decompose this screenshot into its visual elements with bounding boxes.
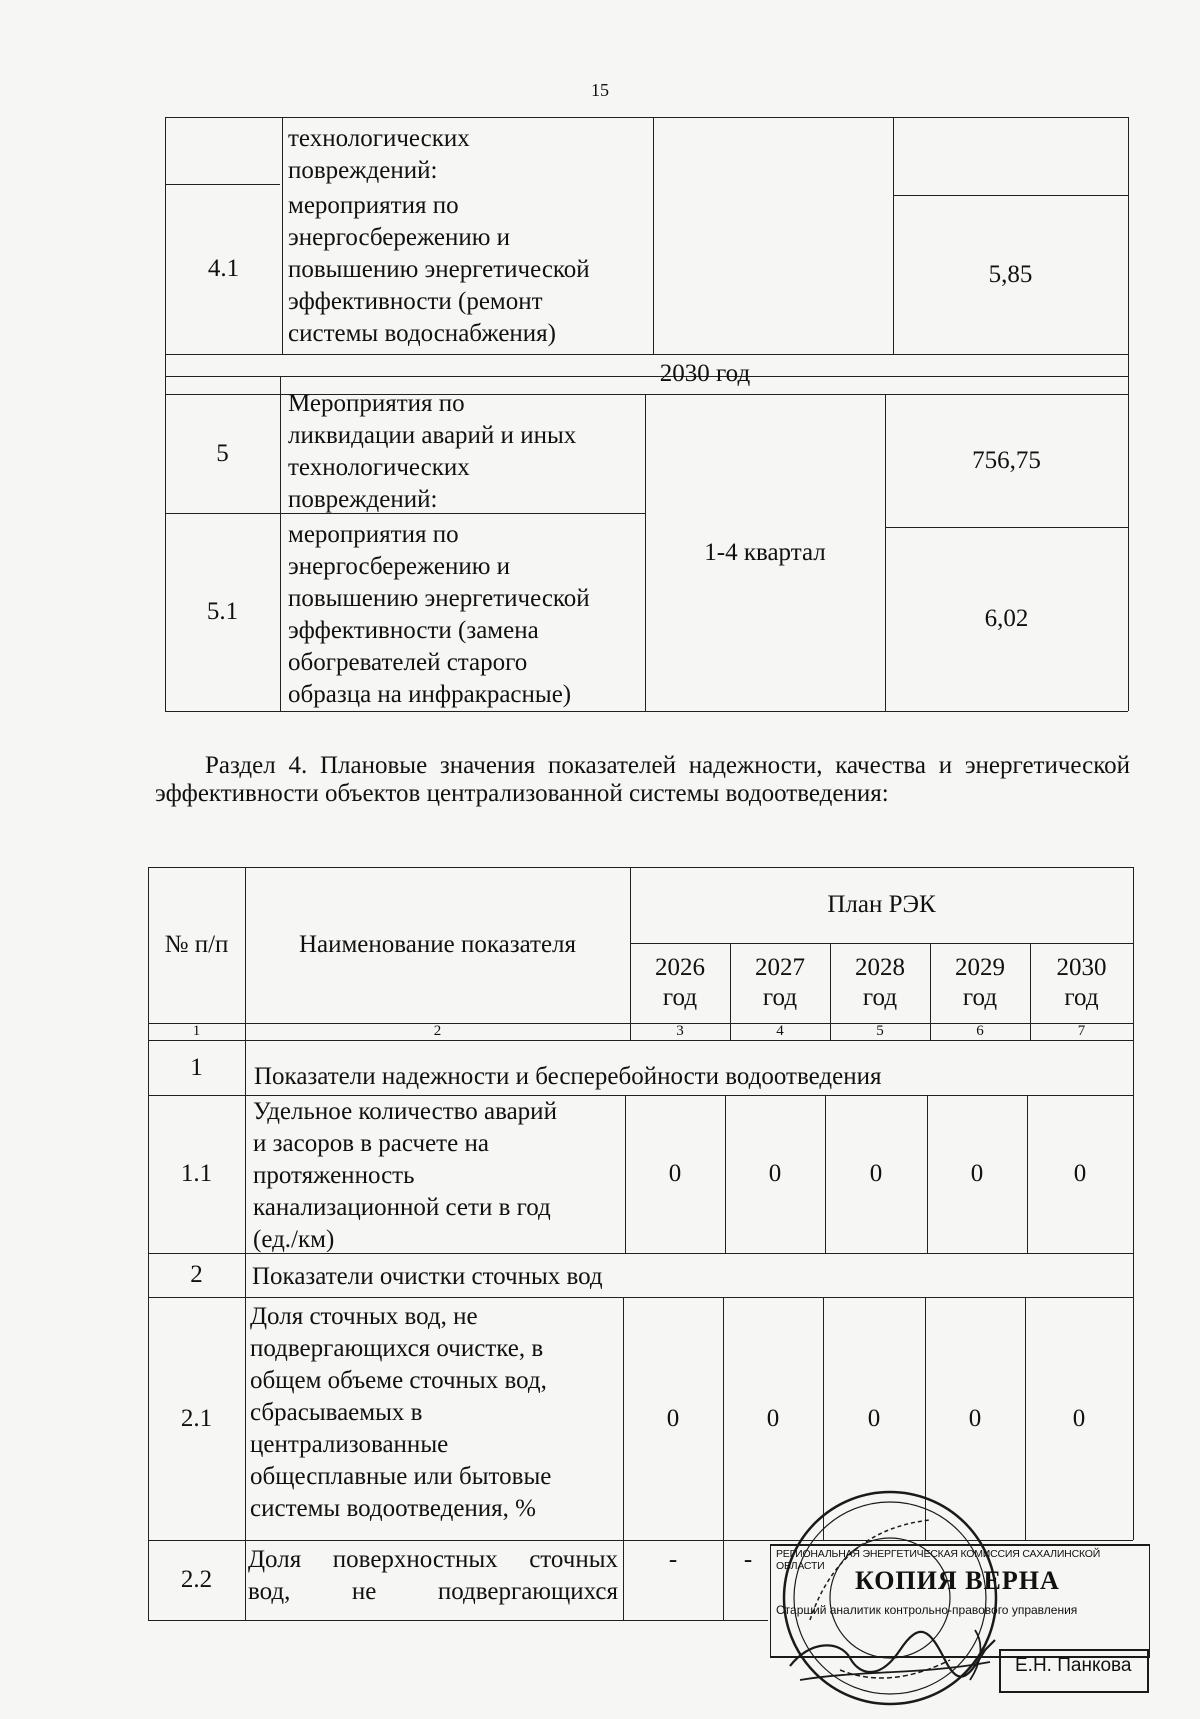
stamp-signatory-name: Е.Н. Панкова: [1015, 1655, 1132, 1676]
table2-row-value: 0: [1073, 1160, 1087, 1187]
stamp-organization: РЕГИОНАЛЬНАЯ ЭНЕРГЕТИЧЕСКАЯ КОМИССИЯ САХАЛИНСКОЙ ОБЛАСТИ: [776, 1548, 1101, 1572]
table2-header-year: 2026 год: [655, 954, 705, 1011]
table2-col-number: 2: [433, 1023, 442, 1039]
table2-header-year: 2028 год: [855, 954, 905, 1011]
table2-col-number: 1: [192, 1023, 201, 1039]
table2-header-year: 2029 год: [955, 954, 1005, 1011]
table2-row-value: 0: [766, 1404, 780, 1432]
table1-row4-value: 6,02: [984, 605, 1029, 632]
table2-row-num: 2.2: [180, 1566, 213, 1593]
table2-row-value: 0: [869, 1160, 883, 1187]
table2-row-num: 1.1: [180, 1160, 213, 1187]
table1-row1-value: 5,85: [988, 260, 1033, 288]
table1-row1-num: 4.1: [207, 255, 240, 282]
table1-row4-num: 5.1: [206, 598, 239, 625]
table2-row-value: 0: [970, 1160, 984, 1187]
table1-year-label: 2030 год: [659, 360, 751, 387]
table2-row-name: Доля поверхностных сточных вод, не подвергающихся: [248, 1546, 618, 1605]
table1-row3-value: 756,75: [972, 446, 1041, 474]
table2-group-num: 1: [190, 1053, 203, 1081]
section4-paragraph: Раздел 4. Плановые значения показателей надежности, качества и энергетической эффективности объектов централизованной системы водоотведения:: [155, 752, 1130, 807]
table2-row-value: -: [668, 1546, 678, 1573]
table1-row3-name: Мероприятия по ликвидации аварий и иных технологических повреждений:: [288, 390, 577, 513]
table2-header-num: № п/п: [164, 931, 229, 958]
table2-row-num: 2.1: [180, 1404, 213, 1432]
table2-group-name: Показатели надежности и бесперебойности водоотведения: [254, 1062, 882, 1090]
table2-header-year: 2030 год: [1056, 954, 1107, 1011]
table2-row-value: 0: [968, 1404, 982, 1432]
table2-row-value: 0: [1072, 1404, 1086, 1432]
table2-col-number: 5: [876, 1023, 884, 1039]
table2-row-value: 0: [768, 1160, 782, 1187]
page-number: 15: [591, 80, 609, 100]
certification-stamp: [770, 1490, 1150, 1714]
table1-row1-name: мероприятия по энергосбережению и повышению энергетической эффективности (ремонт системы водоснабжения): [288, 192, 590, 347]
table2-col-number: 7: [1077, 1023, 1086, 1039]
table2-row-value: 0: [668, 1160, 682, 1187]
table2-row-value: 0: [666, 1404, 680, 1432]
table2-col-number: 4: [776, 1023, 784, 1039]
table2-col-number: 3: [676, 1023, 684, 1039]
table2-header-year: 2027 год: [755, 954, 805, 1011]
table1-row0-name: технологических повреждений:: [288, 125, 470, 184]
stamp-title: КОПИЯ ВЕРНА: [855, 1566, 1060, 1595]
stamp-position: Старший аналитик контрольно-правового управления: [776, 1603, 1078, 1617]
table2-header-name: Наименование показателя: [298, 931, 577, 958]
table1-row3-term: 1-4 квартал: [704, 538, 826, 566]
table1-row4-name: мероприятия по энергосбережению и повышению энергетической эффективности (замена обогревателей старого образца на инфракрасные): [288, 521, 590, 708]
table2-row-name: Доля сточных вод, не подвергающихся очистке, в общем объеме сточных вод, сбрасываемых в централизованные общесплавные или бытовые системы водоотведения, %: [250, 1303, 552, 1522]
table2-group-num: 2: [190, 1261, 203, 1288]
table2-row-value: 0: [867, 1404, 881, 1432]
table2-header-plan: План РЭК: [827, 891, 936, 918]
table1-row3-num: 5: [216, 439, 229, 467]
round-seal-icon: [770, 1490, 1150, 1714]
table2-row-value: -: [743, 1546, 753, 1573]
table2-col-number: 6: [976, 1023, 984, 1039]
table2-row-name: Удельное количество аварий и засоров в расчете на протяженность канализационной сети в год (ед./км): [253, 1098, 557, 1253]
table2-group-name: Показатели очистки сточных вод: [252, 1262, 603, 1290]
